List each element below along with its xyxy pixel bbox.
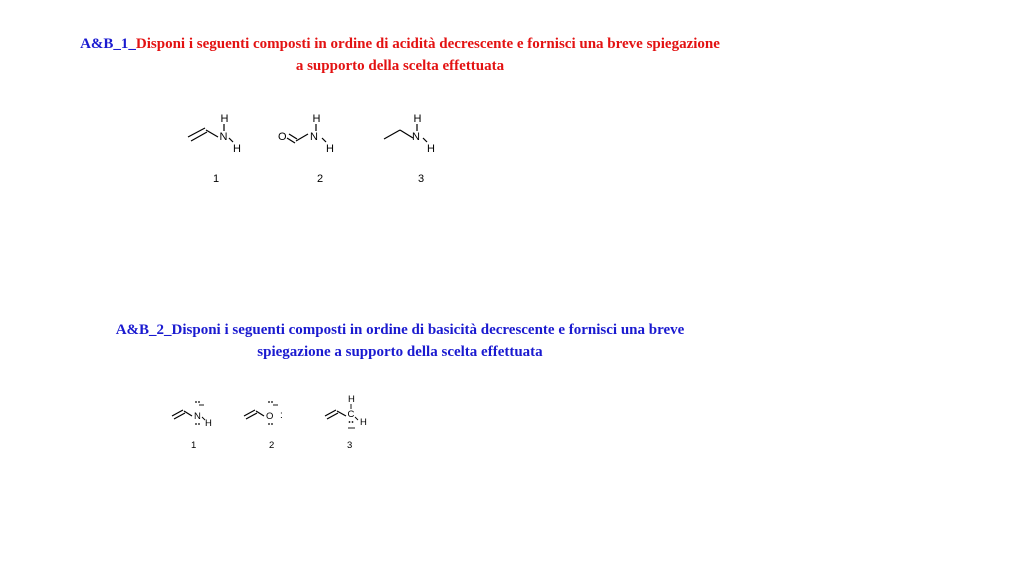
question-1-title — [20, 33, 780, 77]
q2-c2-number: 2 — [269, 440, 275, 451]
q1-compound-1-structure — [180, 110, 260, 190]
question-2-title — [30, 319, 770, 363]
q1-compound-2-structure — [275, 110, 355, 190]
question-2-code: A&B_2_ — [115, 322, 172, 338]
q1-c2-oxygen: O — [278, 131, 287, 143]
q2-c2-lone-pair-right: : — [280, 410, 283, 421]
q1-c3-nitrogen: N — [412, 131, 420, 143]
q1-c1-nitrogen: N — [219, 131, 228, 143]
q2-compound-1-structure — [165, 390, 225, 455]
q2-compound-2-structure — [240, 390, 300, 455]
q1-c2-top-h: H — [312, 113, 321, 125]
q2-c3-carbon: C — [347, 409, 355, 420]
question-2-line-1: Disponi i seguenti composti in ordine di basicità decrescente e fornisci una breve — [171, 322, 685, 338]
q2-c3-side-h: H — [360, 417, 367, 428]
question-1-code: A&B_1_ — [80, 36, 136, 52]
q2-compound-3-structure — [322, 390, 382, 455]
q2-c2-oxygen: O — [266, 411, 274, 422]
q1-c3-top-h: H — [413, 113, 422, 125]
q1-c3-number: 3 — [418, 173, 425, 185]
q2-c3-top-h: H — [348, 394, 355, 405]
q2-c3-number: 3 — [347, 440, 353, 451]
q2-c1-nitrogen: N — [194, 411, 201, 422]
question-1-line-1: Disponi i seguenti composti in ordine di acidità decrescente e fornisci una breve spiegazione — [135, 36, 720, 52]
question-2-line-2: spiegazione a supporto della scelta effettuata — [257, 344, 543, 360]
q2-c1-side-h: H — [205, 418, 212, 429]
q1-c1-side-h: H — [233, 143, 241, 155]
question-1-line-2: a supporto della scelta effettuata — [295, 58, 505, 74]
q1-c1-number: 1 — [213, 173, 220, 185]
q1-c1-top-h: H — [220, 113, 229, 125]
q1-c3-side-h: H — [427, 143, 435, 155]
q1-compound-3-structure — [380, 110, 460, 190]
q1-c2-side-h: H — [326, 143, 334, 155]
q2-c1-number: 1 — [191, 440, 197, 451]
q1-c2-nitrogen: N — [310, 131, 318, 143]
q1-c2-number: 2 — [317, 173, 324, 185]
